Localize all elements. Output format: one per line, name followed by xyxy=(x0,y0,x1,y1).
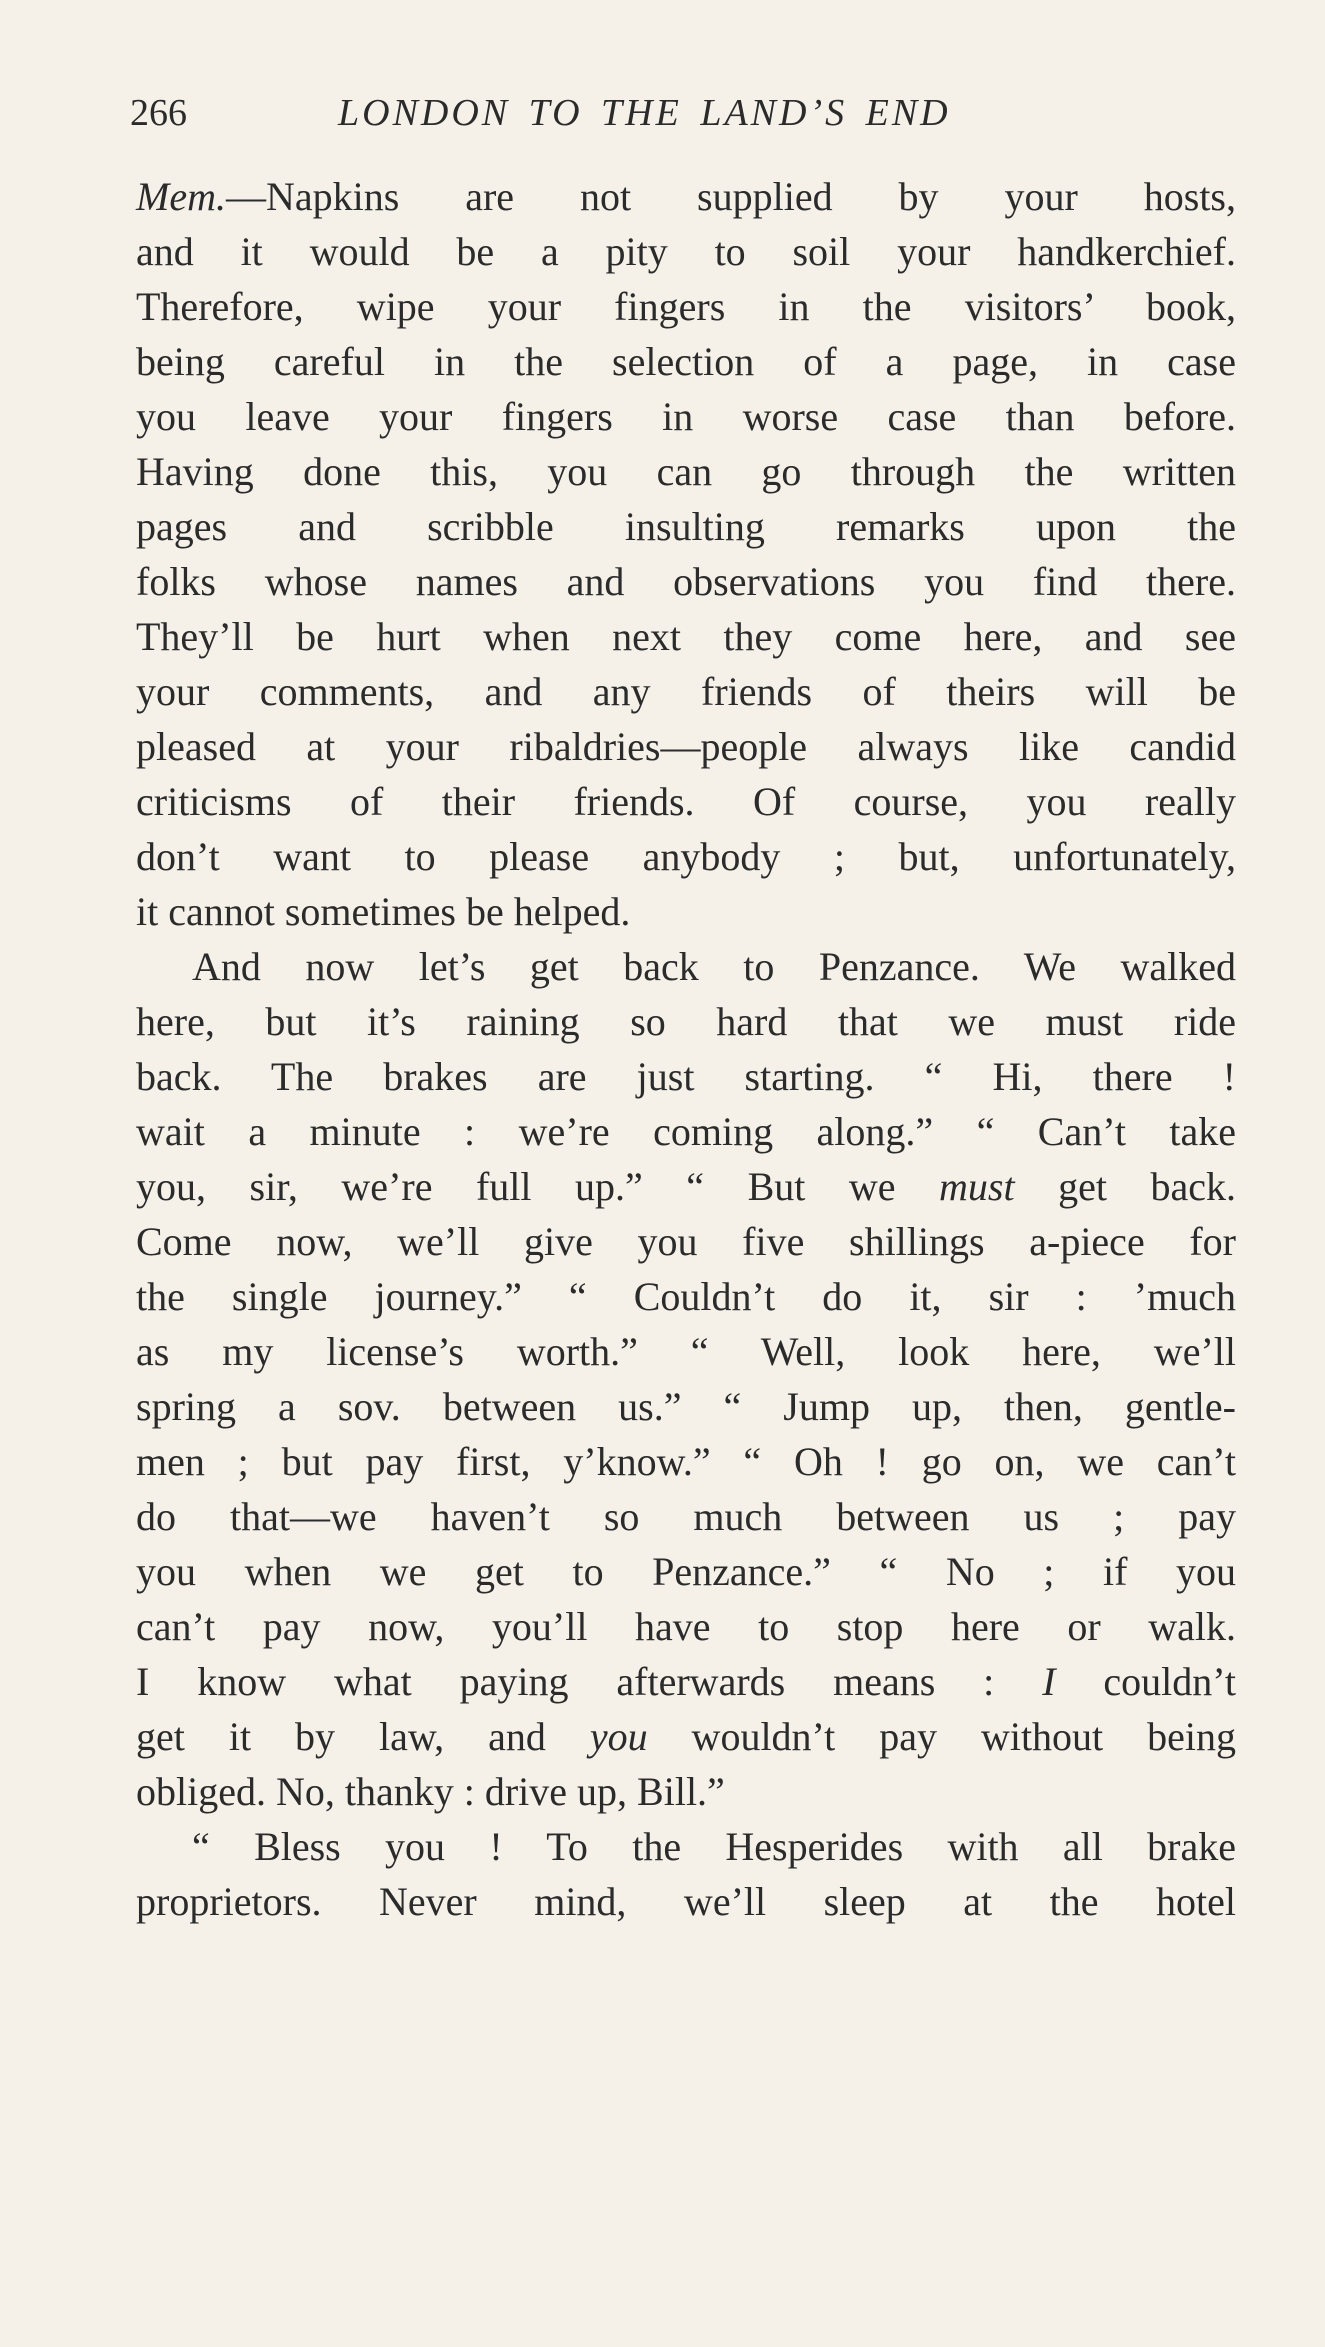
text-line: Come now, we’ll give you five shillings a-piece for xyxy=(136,1219,1236,1264)
text-line: spring a sov. between us.” “ Jump up, then, gentle- xyxy=(136,1384,1236,1429)
text-line: as my license’s worth.” “ Well, look here, we’ll xyxy=(136,1329,1236,1374)
text-line: get it by law, and you wouldn’t pay without being xyxy=(136,1714,1236,1759)
text-line: it cannot sometimes be helped. xyxy=(136,889,631,934)
text-line: your comments, and any friends of theirs will be xyxy=(136,669,1236,714)
text-line: wait a minute : we’re coming along.” “ Can’t take xyxy=(136,1109,1236,1154)
text-line: They’ll be hurt when next they come here, and see xyxy=(136,614,1236,659)
text-line: folks whose names and observations you find there. xyxy=(136,559,1236,604)
text-line: criticisms of their friends. Of course, you really xyxy=(136,779,1236,824)
text-line: pages and scribble insulting remarks upon the xyxy=(136,504,1236,549)
text-line: Having done this, you can go through the written xyxy=(136,449,1236,494)
text-line: you leave your fingers in worse case than before. xyxy=(136,394,1236,439)
text-line: proprietors. Never mind, we’ll sleep at the hotel xyxy=(136,1879,1236,1924)
running-head xyxy=(130,88,1230,138)
text-line: being careful in the selection of a page, in case xyxy=(136,339,1236,384)
text-line: you when we get to Penzance.” “ No ; if you xyxy=(136,1549,1236,1594)
text-line: do that—we haven’t so much between us ; pay xyxy=(136,1494,1236,1539)
text-line: obliged. No, thanky : drive up, Bill.” xyxy=(136,1769,725,1814)
text-line: Mem.—Napkins are not supplied by your hosts, xyxy=(136,174,1236,219)
text-line: the single journey.” “ Couldn’t do it, sir : ’much xyxy=(136,1274,1236,1319)
text-line: and it would be a pity to soil your handkerchief. xyxy=(136,229,1236,274)
text-line: pleased at your ribaldries—people always like candid xyxy=(136,724,1236,769)
text-line: And now let’s get back to Penzance. We walked xyxy=(192,944,1236,989)
text-line: can’t pay now, you’ll have to stop here or walk. xyxy=(136,1604,1236,1649)
text-line: “ Bless you ! To the Hesperides with all brake xyxy=(192,1824,1236,1869)
text-line: here, but it’s raining so hard that we must ride xyxy=(136,999,1236,1044)
text-line: Therefore, wipe your fingers in the visitors’ book, xyxy=(136,284,1236,329)
text-line: you, sir, we’re full up.” “ But we must get back. xyxy=(136,1164,1237,1209)
text-line: don’t want to please anybody ; but, unfortunately, xyxy=(136,834,1236,879)
page-number: 266 xyxy=(130,92,187,134)
text-line: men ; but pay first, y’know.” “ Oh ! go on, we can’t xyxy=(136,1439,1236,1484)
text-line: I know what paying afterwards means : I couldn’t xyxy=(136,1659,1237,1704)
text-line: back. The brakes are just starting. “ Hi, there ! xyxy=(136,1054,1236,1099)
running-title: LONDON TO THE LAND’S END xyxy=(338,92,951,134)
